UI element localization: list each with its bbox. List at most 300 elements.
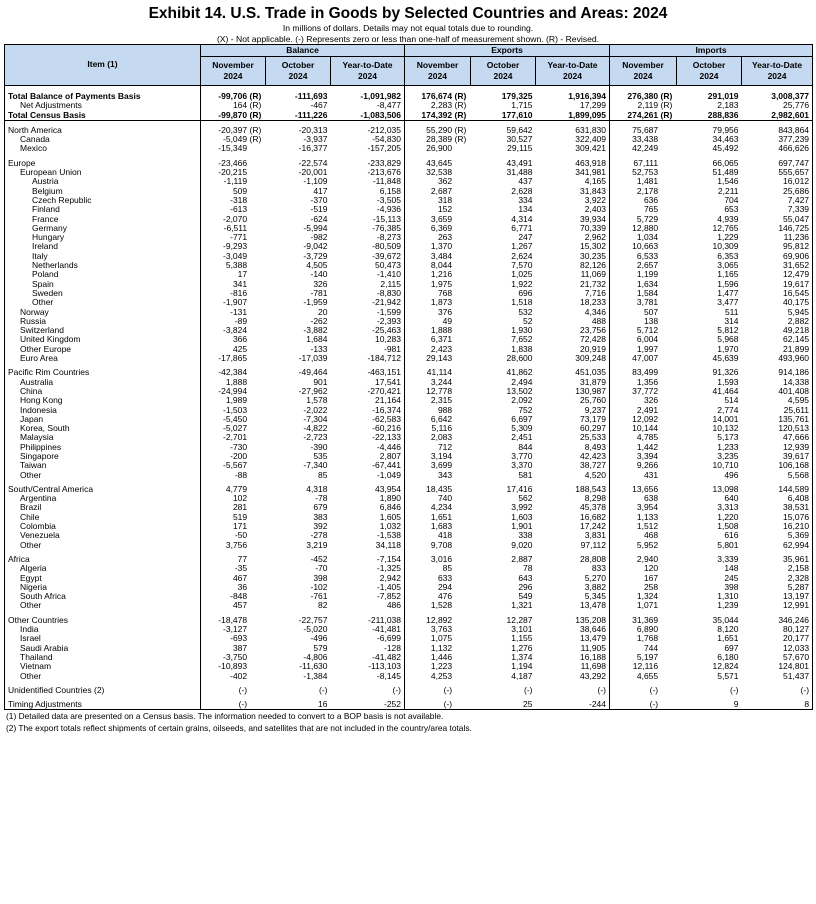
table-row: [5, 335, 813, 344]
cell-value: 10,144: [632, 424, 659, 434]
cell-value: 1,216: [430, 270, 453, 280]
imports-october-cell: 511: [724, 307, 739, 317]
balance-november-cell: [201, 196, 266, 205]
balance-october-cell: 417: [313, 186, 328, 196]
row-label: Belgium: [5, 187, 201, 196]
exports-october-cell: 1,901: [511, 522, 533, 532]
table-row: [5, 233, 813, 242]
cell-value: -693: [230, 634, 248, 644]
balance-november-cell: [201, 135, 266, 144]
imports-november-cell: [610, 280, 677, 289]
cell-value: -99,706: [218, 92, 248, 101]
cell-value: 5,388: [225, 261, 248, 271]
exports-ytd-cell: 39,934: [536, 215, 610, 224]
table-row: [5, 541, 813, 550]
table-row: [5, 644, 813, 653]
exports-ytd-cell: 97,112: [536, 541, 610, 550]
balance-october-cell: -20,313: [298, 125, 328, 135]
exports-october-cell: 7,652: [511, 335, 533, 345]
exports-ytd-cell: 11,069: [536, 270, 610, 279]
balance-november-cell: [201, 187, 266, 196]
cell-value: 174,392: [421, 110, 453, 120]
imports-ytd-cell: 13,197: [742, 592, 813, 601]
balance-ytd-cell: 6,158: [331, 187, 405, 196]
imports-november-cell: [610, 415, 677, 424]
imports-ytd-cell: 25,611: [742, 406, 813, 415]
cell-value: (-): [649, 700, 659, 710]
exports-october-cell: 1,276: [511, 643, 533, 653]
balance-ytd-cell: 2,115: [331, 280, 405, 289]
exports-october-cell: 296: [518, 582, 533, 592]
cell-value: 41,114: [426, 368, 453, 378]
cell-value: 431: [643, 470, 659, 480]
table-row: [5, 261, 813, 270]
cell-value: -1,503: [223, 405, 248, 415]
imports-ytd-cell: 49,218: [742, 326, 813, 335]
imports-ytd-cell: (-): [742, 686, 813, 695]
exports-october-cell: 1,930: [511, 326, 533, 336]
cell-value: 1,873: [430, 298, 453, 308]
imports-november-cell: [610, 335, 677, 344]
imports-november-cell: [610, 144, 677, 153]
balance-november-cell: [201, 126, 266, 135]
imports-november-cell: [610, 224, 677, 233]
balance-october-cell: -278: [310, 531, 328, 541]
cell-value: -613: [230, 205, 248, 215]
row-label: Net Adjustments: [5, 101, 201, 110]
revised-flag: (R): [454, 125, 467, 135]
cell-value: 362: [437, 177, 453, 187]
table-row: [5, 601, 813, 610]
balance-november-cell: [201, 461, 266, 470]
cell-value: -17,865: [218, 354, 248, 364]
balance-october-cell: -1,384: [303, 671, 328, 681]
exports-november-cell: [405, 424, 471, 433]
exports-november-cell: [405, 583, 471, 592]
imports-november-cell: [610, 326, 677, 335]
balance-ytd-cell: -22,133: [331, 433, 405, 442]
balance-november-cell: [201, 252, 266, 261]
item-header: Item (1): [5, 45, 201, 86]
balance-october-cell: -761: [310, 592, 328, 602]
cell-value: 9,266: [636, 461, 659, 471]
imports-ytd-cell: 62,145: [742, 335, 813, 344]
imports-november-cell: [610, 177, 677, 186]
cell-value: -6,511: [223, 223, 248, 233]
cell-value: -2,701: [223, 433, 248, 443]
exports-october-cell: 13,502: [506, 386, 533, 396]
balance-november-cell: [201, 224, 266, 233]
balance-ytd-cell: 50,473: [331, 261, 405, 270]
cell-value: 1,199: [636, 270, 659, 280]
cell-value: -3,750: [223, 652, 248, 662]
subheader-period: Year-to-Date: [547, 60, 598, 70]
balance-october-cell: -70: [315, 564, 328, 574]
row-label: Japan: [5, 415, 201, 424]
balance-ytd-cell: -252: [331, 700, 405, 710]
imports-ytd-cell: 466,626: [742, 144, 813, 153]
row-label: United Kingdom: [5, 335, 201, 344]
balance-october-cell: -624: [310, 214, 328, 224]
balance-november-cell: [201, 494, 266, 503]
imports-ytd-cell: 19,617: [742, 280, 813, 289]
imports-ytd-cell: 2,158: [742, 564, 813, 573]
exports-november-cell: [405, 503, 471, 512]
balance-ytd-cell: -21,942: [331, 298, 405, 307]
cell-value: 6,371: [430, 335, 453, 345]
cell-value: -9,293: [223, 242, 248, 252]
exports-october-cell: 17,416: [506, 484, 533, 494]
subheader-year: 2024: [223, 71, 243, 81]
imports-subheader-2: [742, 57, 813, 86]
imports-october-cell: 10,710: [712, 461, 739, 471]
balance-ytd-cell: -67,441: [331, 461, 405, 470]
exports-ytd-cell: 60,297: [536, 424, 610, 433]
exports-ytd-cell: 1,899,095: [536, 111, 610, 121]
balance-november-cell: [201, 564, 266, 573]
cell-value: 55,290: [426, 125, 453, 135]
row-label: Russia: [5, 317, 201, 326]
imports-ytd-cell: 38,531: [742, 503, 813, 512]
trade-table: [4, 44, 813, 710]
cell-value: -24,994: [218, 386, 248, 396]
cell-value: (-): [443, 700, 453, 710]
balance-october-cell: -4,822: [303, 424, 328, 434]
balance-october-cell: -140: [310, 270, 328, 280]
exports-november-cell: [405, 406, 471, 415]
cell-value: 519: [232, 512, 248, 522]
balance-november-cell: [201, 345, 266, 354]
table-row: [5, 653, 813, 662]
cell-value: -18,478: [218, 615, 248, 625]
table-row: [5, 625, 813, 634]
exports-october-cell: 4,314: [511, 214, 533, 224]
exports-october-cell: 43,491: [506, 158, 533, 168]
subheader-period: November: [416, 60, 459, 70]
imports-ytd-cell: 2,982,601: [742, 111, 813, 121]
imports-october-cell: 5,812: [717, 326, 739, 336]
cell-value: 1,997: [636, 344, 659, 354]
table-row: [5, 433, 813, 442]
balance-november-cell: [201, 326, 266, 335]
exports-november-cell: [405, 531, 471, 540]
cell-value: -89: [234, 316, 248, 326]
table-row: [5, 503, 813, 512]
balance-group-header: Balance: [201, 45, 405, 57]
table-row: [5, 634, 813, 643]
balance-november-cell: [201, 378, 266, 387]
cell-value: 77: [237, 554, 248, 564]
exports-october-cell: 1,321: [511, 601, 533, 611]
imports-october-cell: 291,019: [707, 92, 739, 101]
balance-november-cell: [201, 289, 266, 298]
balance-october-cell: -5,020: [303, 625, 328, 635]
row-label: Singapore: [5, 452, 201, 461]
balance-october-cell: 16: [266, 700, 331, 710]
imports-november-cell: [610, 452, 677, 461]
balance-november-cell: [201, 354, 266, 363]
imports-october-cell: 1,970: [717, 344, 739, 354]
exports-subheader-2: [536, 57, 610, 86]
row-label: Total Census Basis: [5, 111, 201, 121]
symbols-note: (X) - Not applicable. (-) Represents zero or less than one-half of measurement shown. (R) - Revised.: [216, 33, 600, 44]
row-label: Africa: [5, 555, 201, 564]
row-label: China: [5, 387, 201, 396]
imports-october-cell: 245: [724, 573, 739, 583]
balance-november-cell: [201, 531, 266, 540]
exports-october-cell: 2,451: [511, 433, 533, 443]
balance-october-cell: -102: [310, 582, 328, 592]
exports-november-cell: [405, 335, 471, 344]
exports-ytd-cell: 23,756: [536, 326, 610, 335]
cell-value: 1,651: [430, 512, 453, 522]
table-row: [5, 317, 813, 326]
imports-ytd-cell: 8: [742, 700, 813, 710]
cell-value: 1,442: [636, 442, 659, 452]
balance-november-cell: [201, 298, 266, 307]
cell-value: 1,888: [225, 377, 248, 387]
cell-value: 2,283: [430, 101, 453, 111]
balance-ytd-cell: -6,699: [331, 634, 405, 643]
balance-november-cell: [201, 686, 266, 695]
imports-november-cell: [610, 583, 677, 592]
cell-value: -200: [230, 451, 248, 461]
exports-october-cell: 581: [518, 470, 533, 480]
exports-november-cell: [405, 443, 471, 452]
row-label: Spain: [5, 280, 201, 289]
exports-november-cell: [405, 564, 471, 573]
exports-november-cell: [405, 354, 471, 363]
balance-ytd-cell: -7,852: [331, 592, 405, 601]
balance-november-cell: [201, 242, 266, 251]
row-label: Canada: [5, 135, 201, 144]
row-label: Other: [5, 471, 201, 480]
exports-october-cell: 1,838: [511, 344, 533, 354]
imports-november-cell: [610, 555, 677, 564]
row-label: Vietnam: [5, 662, 201, 671]
table-row: [5, 144, 813, 153]
imports-november-cell: [610, 443, 677, 452]
balance-october-cell: 4,505: [306, 261, 328, 271]
imports-october-cell: 1,508: [717, 522, 739, 532]
balance-october-cell: -7,304: [303, 414, 328, 424]
imports-november-cell: [610, 574, 677, 583]
balance-november-cell: [201, 233, 266, 242]
cell-value: 5,116: [431, 424, 453, 434]
imports-november-cell: [610, 101, 677, 110]
imports-october-cell: 12,765: [712, 223, 739, 233]
balance-ytd-cell: 34,118: [331, 541, 405, 550]
balance-november-cell: [201, 700, 266, 710]
exports-ytd-cell: 4,346: [536, 308, 610, 317]
exports-october-cell: 549: [518, 592, 533, 602]
balance-october-cell: 383: [313, 512, 328, 522]
balance-november-cell: [201, 387, 266, 396]
exports-november-cell: [405, 317, 471, 326]
row-label: Indonesia: [5, 406, 201, 415]
row-label: Hungary: [5, 233, 201, 242]
balance-november-cell: [201, 555, 266, 564]
imports-ytd-cell: 2,328: [742, 574, 813, 583]
exports-october-cell: 41,862: [506, 368, 533, 378]
table-row: [5, 168, 813, 177]
cell-value: 3,763: [430, 625, 453, 635]
cell-value: 4,253: [430, 671, 453, 681]
table-row: [5, 326, 813, 335]
balance-ytd-cell: -128: [331, 644, 405, 653]
cell-value: 768: [437, 288, 453, 298]
cell-value: 42,249: [632, 144, 659, 154]
table-row: [5, 354, 813, 363]
table-row: [5, 494, 813, 503]
row-label: South/Central America: [5, 485, 201, 494]
cell-value: 36: [237, 582, 248, 592]
balance-october-cell: (-): [319, 685, 328, 695]
balance-november-cell: [201, 634, 266, 643]
exports-ytd-cell: 341,981: [536, 168, 610, 177]
exports-ytd-cell: 73,179: [536, 415, 610, 424]
table-row: [5, 345, 813, 354]
balance-ytd-cell: 17,541: [331, 378, 405, 387]
exports-october-cell: 177,610: [471, 111, 536, 121]
balance-october-cell: 82: [318, 601, 328, 611]
revised-flag: (R): [454, 92, 467, 101]
row-label: Austria: [5, 177, 201, 186]
balance-november-cell: [201, 261, 266, 270]
exports-ytd-cell: (-): [536, 686, 610, 695]
balance-october-cell: -496: [310, 634, 328, 644]
imports-ytd-cell: 95,812: [742, 242, 813, 251]
exports-november-cell: [405, 574, 471, 583]
exports-subheader-0: [405, 57, 471, 86]
cell-value: -131: [230, 307, 248, 317]
imports-november-cell: [610, 354, 677, 363]
balance-ytd-cell: -213,676: [331, 168, 405, 177]
row-label: Other: [5, 601, 201, 610]
exports-october-cell: 2,887: [511, 554, 533, 564]
table-row: [5, 574, 813, 583]
imports-ytd-cell: 62,994: [742, 541, 813, 550]
balance-october-cell: 679: [313, 503, 328, 513]
footnote-2: (2) The export totals reflect shipments of certain grains, oilseeds, and satellites that are not included in the country/area totals.: [6, 722, 472, 733]
cell-value: 75,687: [632, 125, 659, 135]
balance-ytd-cell: 6,846: [331, 503, 405, 512]
cell-value: -15,349: [218, 144, 248, 154]
balance-ytd-cell: -76,385: [331, 224, 405, 233]
imports-november-cell: [610, 196, 677, 205]
balance-ytd-cell: -211,038: [331, 616, 405, 625]
exports-october-cell: 1,194: [511, 662, 533, 672]
imports-november-cell: [610, 261, 677, 270]
imports-ytd-cell: 7,427: [742, 196, 813, 205]
imports-november-cell: [610, 205, 677, 214]
table-row: [5, 289, 813, 298]
imports-november-cell: [610, 92, 677, 101]
cell-value: 765: [643, 205, 659, 215]
cell-value: 6,004: [636, 335, 659, 345]
imports-october-cell: 1,310: [717, 592, 739, 602]
exports-november-cell: [405, 461, 471, 470]
imports-october-cell: 12,824: [712, 662, 739, 672]
imports-ytd-cell: 15,076: [742, 513, 813, 522]
exports-october-cell: 844: [518, 442, 533, 452]
exports-october-cell: 1,155: [511, 634, 533, 644]
exports-october-cell: 30,527: [506, 135, 533, 145]
balance-november-cell: [201, 522, 266, 531]
exports-october-cell: 643: [518, 573, 533, 583]
balance-november-cell: [201, 101, 266, 110]
table-row: [5, 177, 813, 186]
balance-october-cell: -2,723: [303, 433, 328, 443]
table-row: [5, 406, 813, 415]
balance-ytd-cell: 2,807: [331, 452, 405, 461]
balance-ytd-cell: (-): [331, 686, 405, 695]
exports-ytd-cell: 7,716: [536, 289, 610, 298]
cell-value: 171: [232, 522, 248, 532]
row-label: Europe: [5, 159, 201, 168]
cell-value: 2,119: [637, 101, 659, 111]
row-label: Ireland: [5, 242, 201, 251]
exports-november-cell: [405, 92, 471, 101]
balance-october-cell: -1,959: [303, 298, 328, 308]
table-row: [5, 378, 813, 387]
cell-value: (-): [443, 685, 453, 695]
imports-ytd-cell: 3,008,377: [742, 92, 813, 101]
exports-october-cell: 9,020: [511, 540, 533, 550]
exports-ytd-cell: 25,760: [536, 396, 610, 405]
balance-october-cell: -9,042: [303, 242, 328, 252]
imports-november-cell: [610, 233, 677, 242]
imports-ytd-cell: 401,408: [742, 387, 813, 396]
cell-value: -1,907: [223, 298, 248, 308]
exports-subheader-1: [471, 57, 536, 86]
exports-october-cell: 532: [518, 307, 533, 317]
exports-october-cell: 1,374: [511, 652, 533, 662]
cell-value: 12,778: [426, 386, 453, 396]
imports-november-cell: [610, 653, 677, 662]
cell-value: 6,369: [430, 223, 453, 233]
cell-value: 1,512: [636, 522, 659, 532]
exports-ytd-cell: 31,879: [536, 378, 610, 387]
imports-november-cell: [610, 308, 677, 317]
exports-november-cell: [405, 252, 471, 261]
cell-value: 457: [232, 601, 248, 611]
exports-october-cell: 179,325: [501, 92, 533, 101]
imports-october-cell: 653: [724, 205, 739, 215]
balance-november-cell: [201, 159, 266, 168]
exports-ytd-cell: 15,302: [536, 242, 610, 251]
balance-october-cell: 3,219: [306, 540, 328, 550]
balance-ytd-cell: -270,421: [331, 387, 405, 396]
imports-october-cell: 51,489: [712, 168, 739, 178]
balance-ytd-cell: -1,410: [331, 270, 405, 279]
imports-subheader-0: [610, 57, 677, 86]
cell-value: 167: [643, 573, 659, 583]
exports-october-cell: 25: [471, 700, 536, 710]
imports-october-cell: 14,001: [712, 414, 739, 424]
cell-value: 152: [437, 205, 453, 215]
cell-value: -1,119: [223, 177, 248, 187]
balance-ytd-cell: -7,154: [331, 555, 405, 564]
balance-november-cell: [201, 215, 266, 224]
cell-value: 1,683: [430, 522, 453, 532]
subheader-year: 2024: [358, 71, 377, 81]
subheader-period: November: [622, 60, 664, 70]
imports-ytd-cell: 57,670: [742, 653, 813, 662]
exports-ytd-cell: 3,882: [536, 583, 610, 592]
imports-october-cell: 4,939: [717, 214, 739, 224]
cell-value: -10,893: [218, 662, 248, 672]
